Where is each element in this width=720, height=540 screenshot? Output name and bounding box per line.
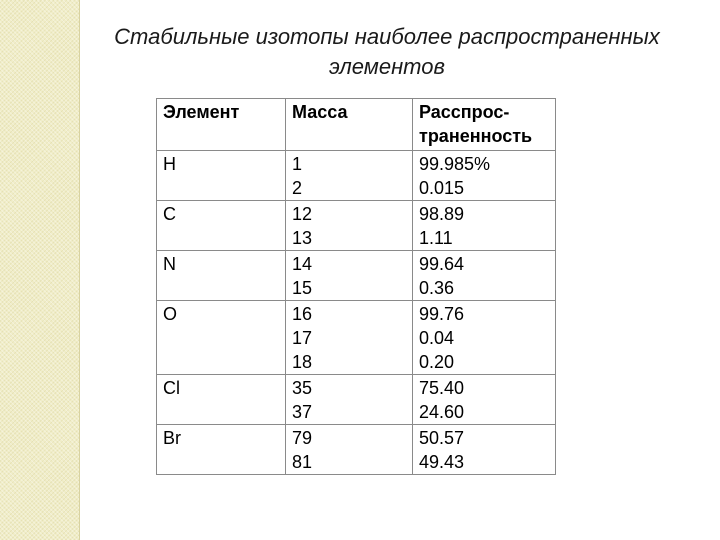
cell-abundance <box>413 375 556 425</box>
abundance-value: 98.89 <box>419 204 465 224</box>
element-symbol: O <box>163 304 178 324</box>
element-symbol: C <box>163 204 176 224</box>
cell-abundance <box>413 151 556 201</box>
abundance-value: 49.43 <box>419 452 465 472</box>
mass-value: 37 <box>292 402 313 422</box>
element-symbol: H <box>163 154 176 174</box>
cell-mass <box>286 375 413 425</box>
mass-value: 18 <box>292 352 313 372</box>
cell-element <box>157 425 286 475</box>
header-abundance <box>413 99 556 151</box>
table-row <box>157 375 556 425</box>
mass-value: 12 <box>292 204 313 224</box>
cell-mass <box>286 251 413 301</box>
mass-value: 15 <box>292 278 313 298</box>
cell-abundance <box>413 251 556 301</box>
mass-value: 2 <box>292 178 303 198</box>
table-row <box>157 301 556 375</box>
cell-abundance <box>413 201 556 251</box>
abundance-value: 0.015 <box>419 178 465 198</box>
abundance-value: 99.985% <box>419 154 491 174</box>
mass-value: 14 <box>292 254 313 274</box>
abundance-value: 75.40 <box>419 378 465 398</box>
header-abundance-line-1: Расспрос- <box>419 102 510 122</box>
table-row <box>157 151 556 201</box>
slide-title-line-1: Стабильные изотопы наиболее распространенных <box>114 24 660 49</box>
mass-value: 35 <box>292 378 313 398</box>
slide-title <box>62 22 712 82</box>
element-symbol: Cl <box>163 378 180 398</box>
mass-value: 1 <box>292 154 303 174</box>
abundance-value: 24.60 <box>419 402 465 422</box>
slide-title-line-2: элементов <box>329 54 445 79</box>
cell-element <box>157 201 286 251</box>
table-row <box>157 251 556 301</box>
abundance-value: 99.76 <box>419 304 465 324</box>
header-mass: Масса <box>286 99 413 151</box>
element-symbol: N <box>163 254 176 274</box>
header-abundance-line-2: траненность <box>419 126 533 146</box>
isotope-table <box>156 98 556 475</box>
table-row <box>157 425 556 475</box>
isotope-table-body <box>157 151 556 475</box>
mass-value: 13 <box>292 228 313 248</box>
abundance-value: 99.64 <box>419 254 465 274</box>
cell-mass <box>286 301 413 375</box>
table-header-row <box>157 99 556 151</box>
cell-element <box>157 251 286 301</box>
cell-element <box>157 375 286 425</box>
element-symbol: Br <box>163 428 181 448</box>
mass-value: 79 <box>292 428 313 448</box>
cell-abundance <box>413 425 556 475</box>
cell-element <box>157 301 286 375</box>
mass-value: 16 <box>292 304 313 324</box>
header-element: Элемент <box>157 99 286 151</box>
cell-abundance <box>413 301 556 375</box>
mass-value: 81 <box>292 452 313 472</box>
cell-element <box>157 151 286 201</box>
cell-mass <box>286 425 413 475</box>
abundance-value: 0.04 <box>419 328 455 348</box>
cell-mass <box>286 201 413 251</box>
table-row <box>157 201 556 251</box>
cell-mass <box>286 151 413 201</box>
mass-value: 17 <box>292 328 313 348</box>
abundance-value: 0.20 <box>419 352 455 372</box>
abundance-value: 50.57 <box>419 428 465 448</box>
abundance-value: 1.11 <box>419 228 453 248</box>
abundance-value: 0.36 <box>419 278 455 298</box>
